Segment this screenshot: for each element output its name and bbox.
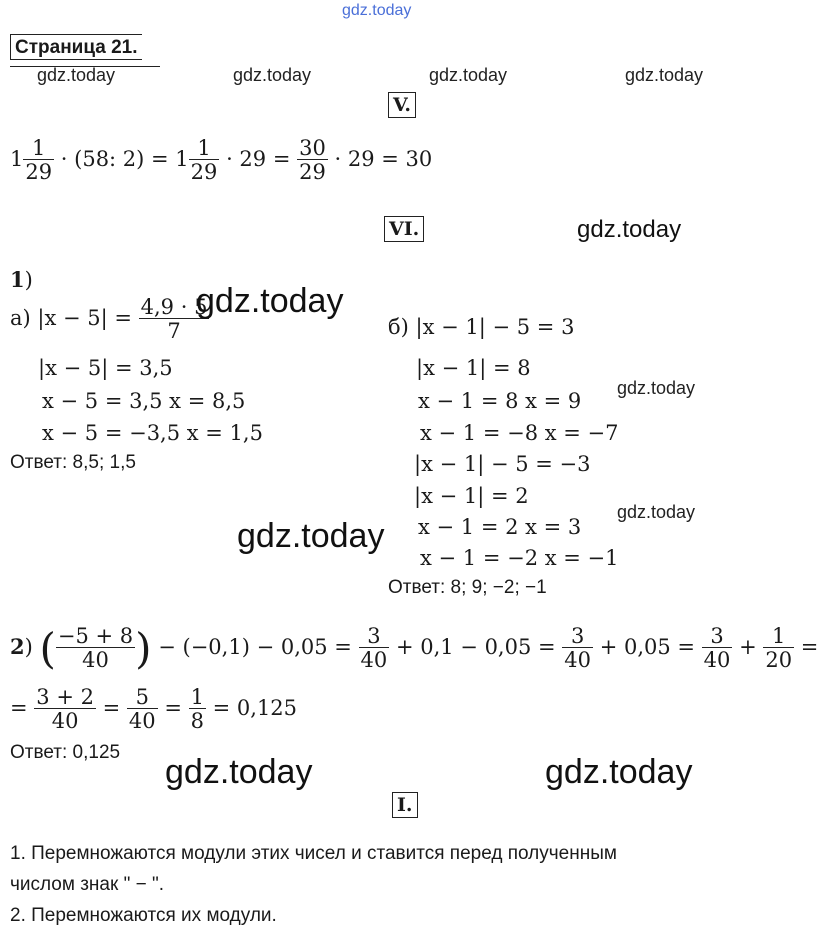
fraction: $\frac{5}{40}$ — [128, 685, 156, 733]
task1-b-answer: Ответ: 8; 9; −2; −1 — [388, 577, 547, 598]
watermark: gdz.today — [429, 65, 508, 85]
section-vi-label: VI. — [384, 216, 424, 242]
fraction: $\frac{1}{29}$ — [25, 136, 53, 184]
task1-b-line: x − 1 = 2 x = 3 — [418, 515, 582, 539]
watermark: gdz.today — [165, 753, 313, 791]
page-title: Страница 21. — [10, 34, 142, 60]
task1-a-line: x − 5 = 3,5 x = 8,5 — [42, 389, 246, 413]
watermark: gdz.today — [196, 282, 344, 320]
fraction: $\frac{4,9 \cdot 5}{7}$ — [140, 295, 208, 343]
watermark: gdz.today — [37, 65, 116, 85]
task1-a-line: x − 5 = −3,5 x = 1,5 — [42, 421, 263, 445]
section-i-label: I. — [392, 792, 418, 818]
task1-b-line: x − 1 = 8 x = 9 — [418, 389, 582, 413]
watermark: gdz.today — [237, 517, 385, 555]
fraction: $\frac{-5 + 8}{40}$ — [57, 624, 134, 672]
title-underline — [10, 66, 160, 67]
task1-b-line: x − 1 = −2 x = −1 — [420, 546, 619, 570]
task2-line1: 2) ( $\frac{-5 + 8}{40}$ ) − (−0,1) − 0,05 = $\frac{3}{40}$ + 0,1 − 0,05 = $\frac{3}{40}$ + 0,05 = $\frac{3}{40}$ + $\frac{1}{20}$ = — [10, 624, 818, 673]
task1-a-equation: а) |x − 5| = $\frac{4,9 \cdot 5}{7}$ — [10, 295, 208, 343]
task1-b-line: |x − 1| − 5 = −3 — [414, 452, 591, 476]
task2-line2: = $\frac{3 + 2}{40}$ = $\frac{5}{40}$ = $\frac{1}{8}$ = 0,125 — [10, 685, 298, 733]
fraction: $\frac{3}{40}$ — [703, 624, 731, 672]
watermark: gdz.today — [617, 378, 696, 398]
fraction: $\frac{1}{20}$ — [765, 624, 793, 672]
fraction: $\frac{1}{8}$ — [190, 685, 204, 733]
watermark: gdz.today — [545, 753, 693, 791]
section-v-expression: 1 $\frac{1}{29}$ · (58: 2) = 1 $\frac{1}{29}$ · 29 = $\frac{30}{29}$ · 29 = 30 — [10, 136, 433, 184]
section-i-line: числом знак " − ". — [10, 874, 165, 895]
task1-b-equation: б) |x − 1| − 5 = 3 — [388, 315, 575, 339]
task1-b-line: |x − 1| = 2 — [414, 484, 529, 508]
task1-b-line: x − 1 = −8 x = −7 — [420, 421, 619, 445]
section-i-line: 1. Перемножаются модули этих чисел и ставится перед полученным — [10, 843, 617, 864]
fraction: $\frac{3}{40}$ — [360, 624, 388, 672]
task1-a-answer: Ответ: 8,5; 1,5 — [10, 452, 136, 473]
fraction: $\frac{1}{29}$ — [190, 136, 218, 184]
section-v-label: V. — [388, 92, 416, 118]
task1-a-line: |x − 5| = 3,5 — [38, 356, 173, 380]
watermark: gdz.today — [233, 65, 312, 85]
task1-number: 1) — [10, 267, 33, 292]
watermark: gdz.today — [625, 65, 704, 85]
task1-b-line: |x − 1| = 8 — [416, 356, 531, 380]
watermark: gdz.today — [577, 216, 682, 243]
watermark-top: gdz.today — [342, 2, 412, 19]
fraction: $\frac{3}{40}$ — [564, 624, 592, 672]
fraction: $\frac{30}{29}$ — [299, 136, 326, 184]
fraction: $\frac{3 + 2}{40}$ — [36, 685, 94, 733]
task2-answer: Ответ: 0,125 — [10, 742, 121, 763]
watermark: gdz.today — [617, 502, 696, 522]
section-i-line: 2. Перемножаются их модули. — [10, 905, 277, 926]
